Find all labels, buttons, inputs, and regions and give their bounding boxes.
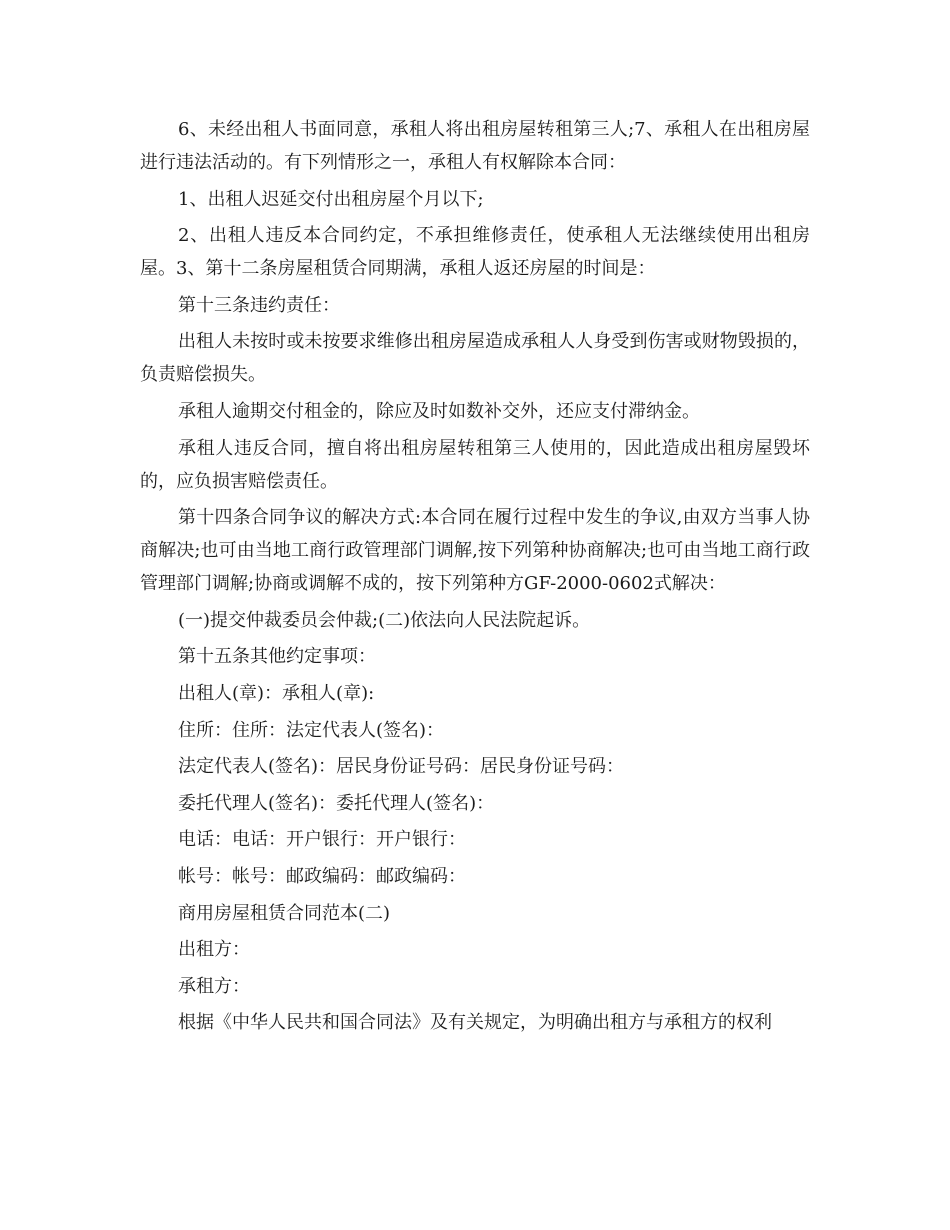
paragraph-dispute-resolution: 第十四条合同争议的解决方式:本合同在履行过程中发生的争议,由双方当事人协商解决;也可由当地工商行政管理部门调解,按下列第种协商解决;也可由当地工商行政管理部门调解;协商或调解不成的，按下列第种方GF-2000-0602式解决：	[140, 507, 810, 595]
paragraph-lessor-liability: 出租人未按时或未按要求维修出租房屋造成承租人人身受到伤害或财物毁损的，负责赔偿损失。	[140, 331, 810, 386]
signature-line-phone-bank: 电话：电话：开户银行：开户银行：	[178, 829, 466, 851]
section-heading-13: 第十三条违约责任：	[178, 294, 340, 316]
paragraph-item-1: 1、出租人迟延交付出租房屋个月以下;	[178, 188, 484, 210]
signature-line-id: 法定代表人(签名)：居民身份证号码：居民身份证号码：	[178, 756, 625, 778]
party-lessor-label: 出租方：	[178, 939, 250, 961]
signature-line-agent: 委托代理人(签名)：委托代理人(签名)：	[178, 792, 495, 814]
paragraph-late-rent: 承租人逾期交付租金的，除应及时如数补交外，还应支付滞纳金。	[178, 400, 700, 422]
paragraph-legal-basis: 根据《中华人民共和国合同法》及有关规定，为明确出租方与承租方的权利	[178, 1012, 772, 1034]
party-lessee-label: 承租方：	[178, 975, 250, 997]
section-heading-15: 第十五条其他约定事项：	[178, 646, 376, 668]
document-subtitle: 商用房屋租赁合同范本(二)	[178, 902, 391, 924]
paragraph-sublease-liability: 承租人违反合同，擅自将出租房屋转租第三人使用的，因此造成出租房屋毁坏的，应负损害赔偿责任。	[140, 437, 810, 492]
signature-line-seal: 出租人(章)：承租人(章):	[178, 682, 375, 704]
paragraph-clause-6-7: 6、未经出租人书面同意，承租人将出租房屋转租第三人;7、承租人在出租房屋进行违法活动的。有下列情形之一，承租人有权解除本合同：	[140, 119, 810, 173]
signature-line-address: 住所：住所：法定代表人(签名)：	[178, 719, 445, 741]
paragraph-item-2-3: 2、出租人违反本合同约定，不承担维修责任，使承租人无法继续使用出租房屋。3、第十二条房屋租赁合同期满，承租人返还房屋的时间是：	[140, 225, 810, 280]
document-body	[140, 113, 810, 1043]
paragraph-arbitration-options: (一)提交仲裁委员会仲裁;(二)依法向人民法院起诉。	[178, 609, 591, 631]
signature-line-account-postcode: 帐号：帐号：邮政编码：邮政编码：	[178, 865, 466, 887]
